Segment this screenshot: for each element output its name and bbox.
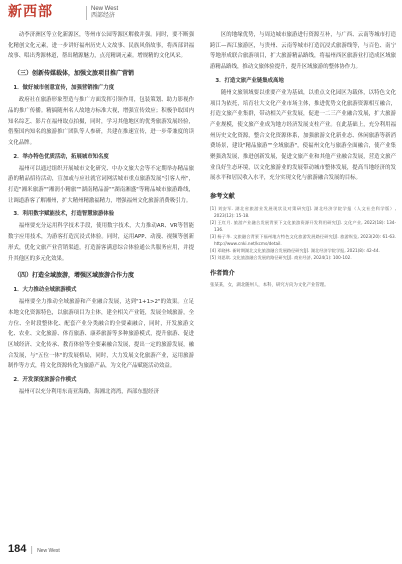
paragraph: 福州要充分运用科学技术手段，使用数字技术，大力推动AR、VR等智能数字应用技术，为游客打造沉浸式体验。同时，运用APP、动漫、视频等创新形式，优化文旅产业营销渠道，打造游客满意综合体验通公共服务应用，并提升其他区的多元化效果。 [8, 223, 194, 262]
paragraph: 福州要全力推动全域旅游和产业融合发展，达到"1+1>2"的效果。立足本地文化资源特色，以旅游项目为主体，建全相关产业链，发展全域旅游，全方位、全时段整体化、配套产业分类融合的全要素融合，同时，开发旅游文化、农业、文化旅游、体育旅游、康养旅游等多种旅游模式，提升旅游、促进区域经济、文化传承、教育体验等全要素融合发展，提出一定的旅游发展，融合发展，与"五位一体"的发展格局，同时，大力发展文化旅游产业，运用旅游制作等方式，将文化资源转化为旅游产品，为文化产品赋能活动效益。 [8, 299, 194, 370]
masthead [0, 0, 402, 24]
subsection-heading: 1．大力推动全域旅游模式 [13, 287, 77, 294]
footer-divider: | [30, 545, 34, 554]
page-number: 184 [8, 543, 27, 555]
subsection-heading: 3．打造文旅产业链集成高地 [215, 77, 284, 84]
reference-item: [4] 邓晓林. 新时期湖北文化旅游融合发展路径研究[J]. 湖北经济学院学报, 2021(8): 42-44. [210, 248, 380, 254]
paragraph: 区的地缘优势，与周边城市旅游进行资源互补，与广西、云南等城市打造跨江—西江旅游区，与贵州、云南等城市打造沉浸式旅游线等，与百色、南宁等地形成联合旅游项目，扩大旅游精品路线，将福州西区旅游业打造成区域旅游精品路线，推动文旅体验提升，提升区域旅游的整体协作力。 [210, 32, 396, 71]
magazine-logo-subtitle [86, 6, 118, 20]
reference-item: [5] 刘思琪. 文化旅游融合发展的路径研究[J]. 商业经济, 2024(1): 100-102. [210, 255, 352, 261]
reference-item: [3] 杨子华. 文旅融合背景下福州地方特色文化旅游发展路径研究[J]. 旅游纵览, 2023(20): 61-63. http://www.cnki.net/kcms/detail. [210, 234, 396, 247]
magazine-logo: 新西部 [8, 4, 53, 20]
paragraph: 政府社在旅游形象塑造与推广方面发挥引领作用，包装策划、助力影视作品的推广传播。精搞随州名人故地方标准大视，增强宣传效应；积极争取国内知名综艺、影片在福州取点拍摄，同时，学习其他地区的优秀旅游发展经验，借鉴国内知名的旅游推广团队等人参研，共建在推速宣传，进一步带兼度的读文化品牌。 [8, 97, 194, 146]
paragraph: 福州可以充分利用东南亚海路，海湘北湾湾，西部东盟经济 [18, 389, 159, 396]
logo-en-line1: New West [91, 6, 119, 12]
paragraph: 福州可以通过组织开展城市文化研究、中办文旅大会等不定期举办精品旅游的精品招待活动，宣加或与应社就官词网活城市重点旅游发展"引客人州"，打造"湘米旅游""湘润小精旅""湖南精品游""湖南湘盛"等精品城市旅游路线，让调道游客了解湘州，扩大精州精激福精力，增强福州文化旅游消费吸引力。 [8, 165, 194, 204]
author-bio: 张某某，女，湖北随州人，本科，研究方向为文化产业管理。 [210, 283, 329, 289]
subsection-heading: 2．举办特色优质活动，拓展城市知名度 [13, 153, 109, 160]
logo-en-line2: 西部经济 [91, 13, 116, 19]
subsection-heading: 3．利用数字赋能技术，打造智慧旅游体验 [13, 211, 115, 218]
section-heading: （三）创新传媒载体，加强文旅项目推广营销 [14, 70, 135, 78]
references-heading: 参考文献 [210, 193, 235, 201]
paragraph: 动李济洲区等立化新源区，等州市公园等源区解救并强。同时，要不断强化精创文化元素，进一步讲好福州历史人文故事、民族风俗故事，将西部讲福故事、唱出秀源林道，帮出精源魅力，点亮精调元素。增规精的文化风采。 [8, 32, 194, 60]
references-list [210, 205, 396, 261]
reference-item: [2] 王红月. 旅游产业融合发展背景下文化旅游资源开发利用研究[J]. 文化产业, 2022(18): 134-136. [210, 220, 396, 233]
left-column [8, 30, 194, 398]
paragraph: 随州文旅领域要以重要产业为基础，以重点文化园区为载体，以特色文化项目为依托，培育壮大文化产业市场主体，推进优势文化旅游资源相互融合，打造文旅产业集群，带动相关产业发展，促进一二三产业融合发展，扩大旅游产业规模，使文旅产业成为地方经济发展支柱产业。在此基础上，充分利用福州历史文化资源，整合文化资源体系，加强旅游文化新业态、休闲旅游等新消费场景，建设"精品旅游""全域旅游"，使福州文化与旅游全面融合，使产业集聚强劲发展，推进创新发展，促进文旅产业和其他产业融合发展，营造文旅产业良好生态环境，以文化旅游业的发展带动城市整体发展，提高当地经济的发展水平和居民收入水平，充分实现文化与旅游融合发展的目标。 [210, 89, 396, 182]
right-column [210, 30, 396, 290]
section-heading: （四）打造全域旅游，增强区域旅游合作力度 [14, 272, 135, 280]
page-footer [8, 543, 60, 557]
subsection-heading: 1．做好城市创意宣传，加强营销推广力度 [13, 85, 115, 92]
author-heading: 作者简介 [210, 270, 235, 278]
footer-magazine-name: New West [37, 548, 60, 554]
subsection-heading: 2．开发深度旅游合作模式 [13, 377, 77, 384]
reference-item: [1] 刘安军. 湖北省旅游业发展现状及对策研究[J]. 湖北经济学院学报（人文社会科学版）, 2023(12): 15-18. [210, 206, 396, 219]
